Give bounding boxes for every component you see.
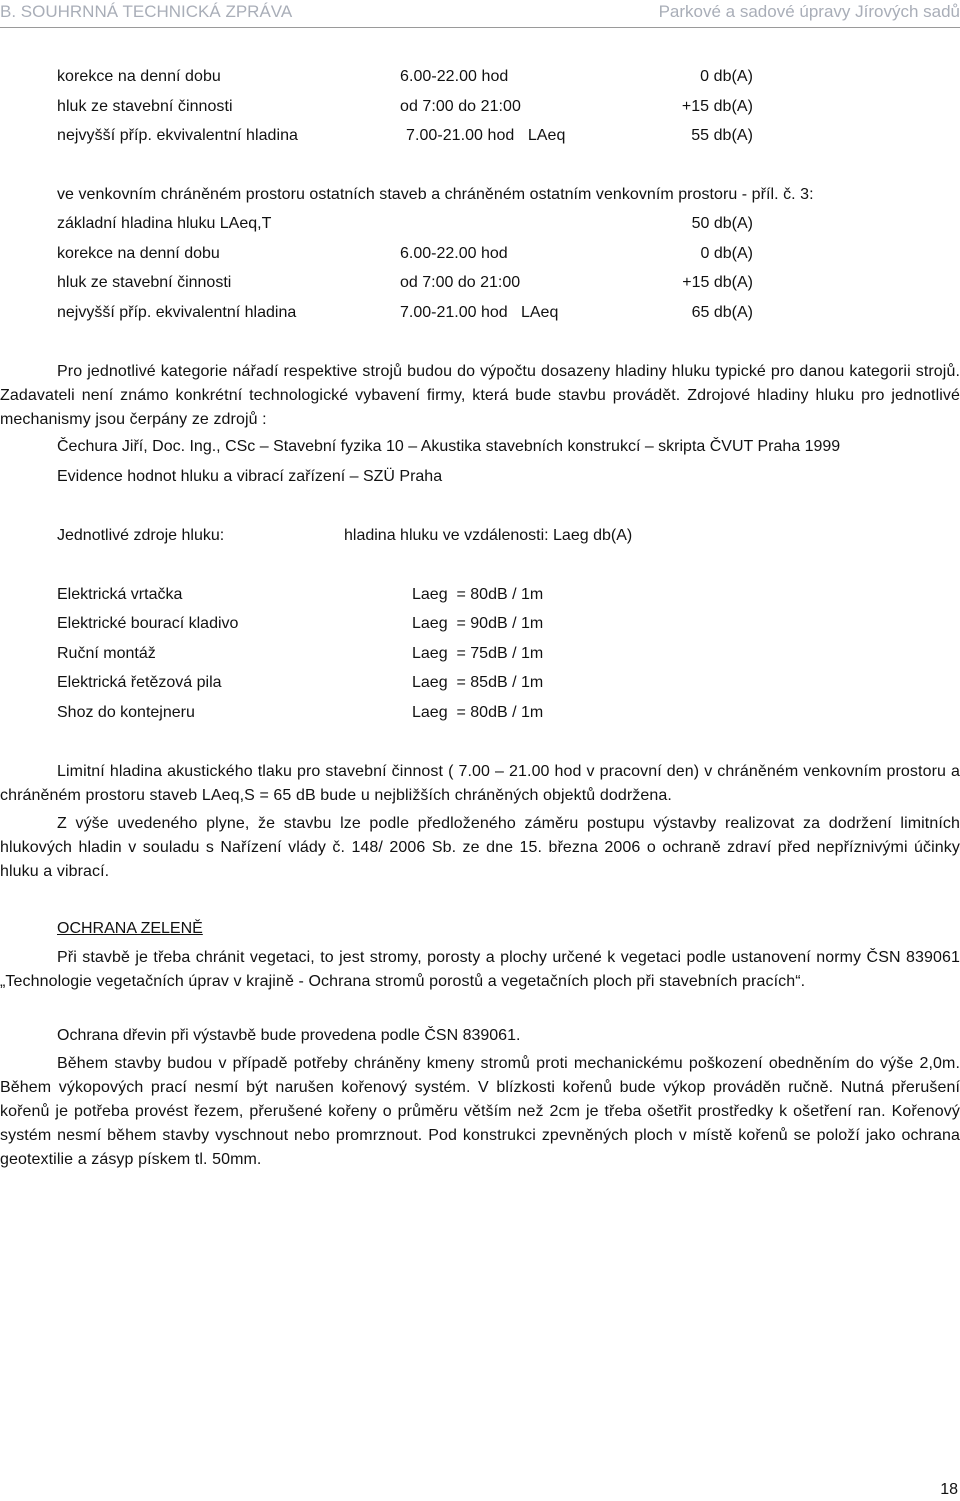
section-title-greenery: OCHRANA ZELENĚ [57,920,203,937]
source-reference-1: Čechura Jiří, Doc. Ing., CSc – Stavební fyzika 10 – Akustika stavebních konstrukcí – skripta ČVUT Praha 1999 [57,438,841,455]
source-name: Elektrické bourací kladivo [57,615,239,632]
table2-row1-value: 50 db(A) [691,215,753,232]
section2-heading: ve venkovním chráněném prostoru ostatních staveb a chráněném ostatním venkovním prostoru - příl. č. 3: [57,186,814,203]
table2-row1-label: základní hladina hluku LAeq,T [57,215,272,232]
source-level: Laeg = 90dB / 1m [412,615,544,632]
table1-row3-value: 55 db(A) [691,127,753,144]
table2-row3-value: +15 db(A) [682,274,753,291]
source-name: Ruční montáž [57,645,156,662]
source-reference-2: Evidence hodnot hluku a vibrací zařízení – SZÜ Praha [57,468,443,485]
table2-row2-value: 0 db(A) [700,245,753,262]
table1-row2-label: hluk ze stavební činnosti [57,98,233,115]
source-name: Elektrická vrtačka [57,586,183,603]
table2-row2-time: 6.00-22.00 hod [400,245,508,262]
header-rule [0,27,960,28]
noise-categories-paragraph: Pro jednotlivé kategorie nářadí respektive strojů budou do výpočtu dosazeny hladiny hluku typické pro danou kategorii strojů. Zadavateli není známo konkrétní technologické vybavení firmy, která bude stavbu provádět. Zdrojové hladiny hluku pro jednotlivé mechanismy jsou čerpány ze zdrojů : [0,363,960,428]
table2-row4-time: 7.00-21.00 hod LAeq [400,304,559,321]
source-level: Laeg = 85dB / 1m [412,674,544,691]
page-number: 18 [940,1481,958,1498]
header-left: B. SOUHRNNÁ TECHNICKÁ ZPRÁVA [0,2,293,21]
header-right: Parkové a sadové úpravy Jírových sadů [658,2,960,21]
conclusion-paragraph: Z výše uvedeného plyne, že stavbu lze podle předloženého záměru postupu výstavby realizovat za dodržení limitních hlukových hladin v souladu s Nařízení vlády č. 148/ 2006 Sb. ze dne 15. března 2006 o ochraně zdraví před nepříznivými účinky hluku a vibrací. [0,815,960,880]
vegetation-protection-paragraph: Při stavbě je třeba chránit vegetaci, to jest stromy, porosty a plochy určené k vegetaci podle ustanovení normy ČSN 839061 „Technologie vegetačních úprav v krajině - Ochrana stromů porostů a vegetačních ploch při stavebních pracích“. [0,949,960,990]
table1-row3-time: 7.00-21.00 hod LAeq [406,127,566,144]
source-level: Laeg = 80dB / 1m [412,586,544,603]
table2-row3-label: hluk ze stavební činnosti [57,274,232,291]
table1-row1-label: korekce na denní dobu [57,68,221,85]
table1-row1-value: 0 db(A) [700,68,753,85]
table2-row3-time: od 7:00 do 21:00 [400,274,521,291]
table2-row4-value: 65 db(A) [691,304,753,321]
sources-header-left: Jednotlivé zdroje hluku: [57,527,225,544]
construction-tree-measures-paragraph: Během stavby budou v případě potřeby chráněny kmeny stromů proti mechanickému poškození obedněním do výše 2,0m. Během výkopových prací nesmí být narušen kořenový systém. V blízkosti kořenů bude výkop prováděn ručně. Nutná přerušení kořenů je potřeba provést řezem, přerušené kořeny o průměru větším než 2cm je třeba ošetřit prostředky k ošetření ran. Kořenový systém nesmí během stavby vyschnout nebo promrznout. Pod konstrukci zpevněných ploch v místě kořenů se položí jako ochrana geotextilie a zásyp pískem tl. 50mm. [0,1055,960,1168]
table2-row2-label: korekce na denní dobu [57,245,220,262]
table1-row2-time: od 7:00 do 21:00 [400,98,521,115]
source-level: Laeg = 80dB / 1m [412,704,544,721]
limit-level-paragraph: Limitní hladina akustického tlaku pro stavební činnost ( 7.00 – 21.00 hod v pracovní den) v chráněném venkovním prostoru a chráněném prostoru staveb LAeq,S = 65 dB bude u nejbližších chráněných objektů dodržena. [0,763,960,804]
table1-row2-value: +15 db(A) [681,98,753,115]
source-name: Shoz do kontejneru [57,704,195,721]
sources-header-right: hladina hluku ve vzdálenosti: Laeg db(A) [344,527,633,544]
tree-protection-standard: Ochrana dřevin při výstavbě bude provedena podle ČSN 839061. [57,1027,521,1044]
table2-row4-label: nejvyšší příp. ekvivalentní hladina [57,304,297,321]
table1-row3-label: nejvyšší příp. ekvivalentní hladina [57,127,298,144]
source-level: Laeg = 75dB / 1m [412,645,544,662]
source-name: Elektrická řetězová pila [57,674,222,691]
table1-row1-time: 6.00-22.00 hod [400,68,509,85]
